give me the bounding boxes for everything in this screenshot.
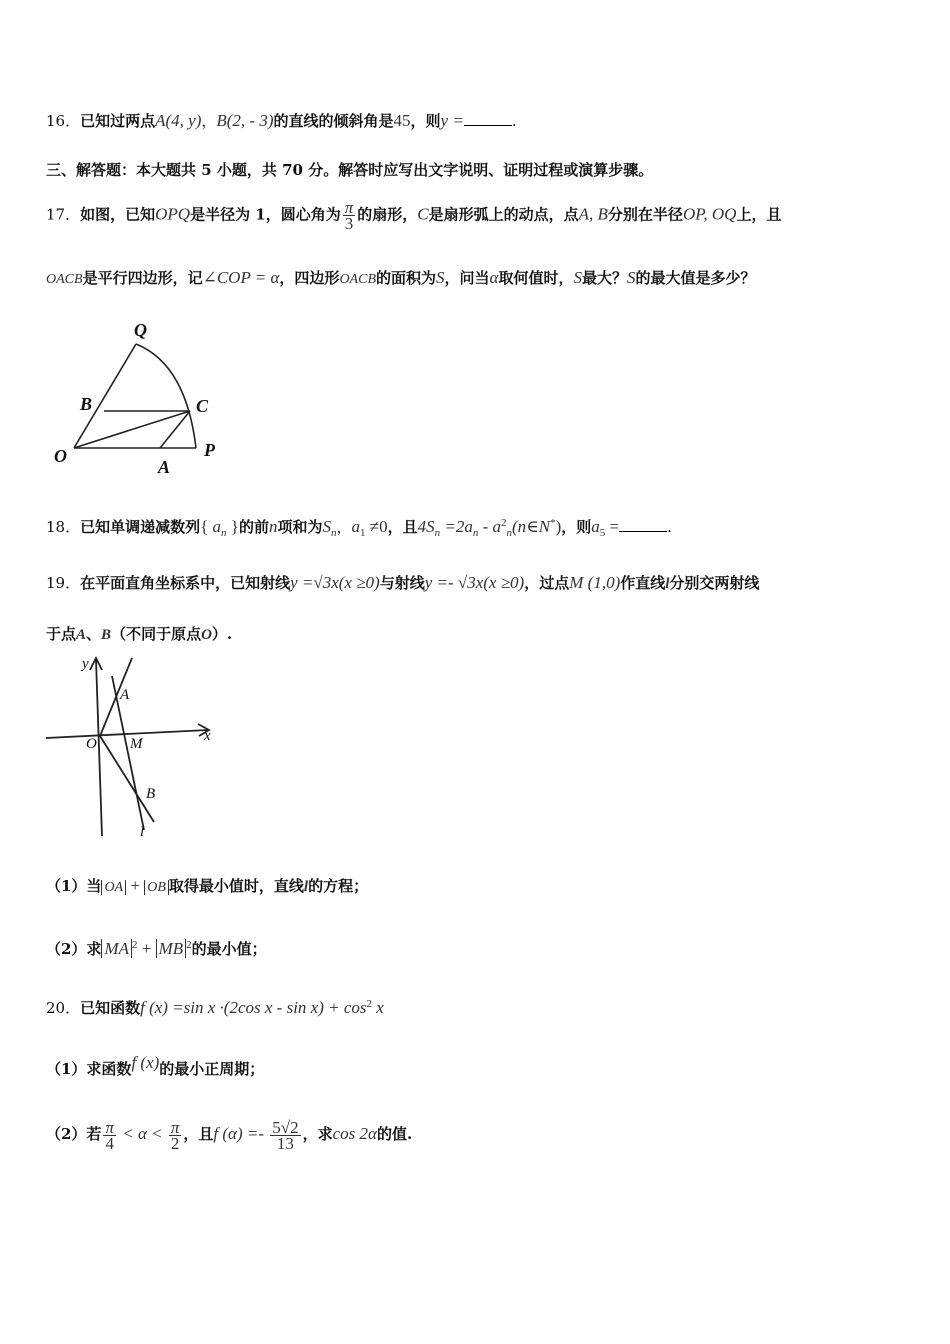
question-16: 16．已知过两点A(4, y)，B(2, - 3)的直线的倾斜角是45，则y = . (46, 111, 517, 130)
label-x: x (204, 728, 211, 744)
question-18: 18．已知单调递减数列{ $a_n$ }的前n项和为$S_n$，$a_1 \ne 0$，且$4S_n =2a_n$ - $a^2_n(n\in N^*)$，则$a_5$ = . (46, 517, 672, 539)
fraction-pi-over-3: $\frac{\pi}{3}$ (344, 198, 354, 233)
label-A: A (158, 457, 171, 477)
fraction-pi-over-2: $\frac{\pi}{2}$ (170, 1117, 180, 1153)
label-Q: Q (134, 320, 147, 340)
answer-blank (464, 111, 512, 126)
question-19-part-1: （1）当 OA + OB 取得最小值时，直线l的方程； (46, 876, 369, 895)
rays-figure (44, 652, 224, 840)
question-19-line-1: 19．在平面直角坐标系中，已知射线y =√3x(x ≥0)与射线y =- √3x(x ≥0)，过点M (1,0)作直线l分别交两射线 (46, 573, 760, 592)
label-y: y (82, 656, 89, 672)
label-O: O (54, 446, 67, 466)
segment-OC (74, 411, 190, 448)
sector-figure (48, 316, 228, 481)
label-B: B (80, 394, 93, 414)
y-axis (96, 660, 102, 836)
q16-number: 16． (46, 112, 81, 130)
label-B: B (146, 786, 156, 802)
question-19-line-2: 于点A、B（不同于原点O）. (46, 625, 233, 643)
fraction-5root2-over-13: $\frac{5√2}{13}$ (272, 1117, 299, 1153)
question-20: 20．已知函数f (x) =sin x ·(2cos $x - \sin x) + \cos^2 x$ (46, 998, 384, 1017)
x-axis (46, 730, 208, 738)
question-17-line-1: 17．如图，已知OPQ是半径为 1，圆心角为 $\frac{\pi}{3}$ 的扇形，C是扇形弧上的动点，点A, B分别在半径OP, OQ上，且 (46, 198, 782, 233)
question-17-line-2: OACB是平行四边形，记∠COP = α，四边形OACB的面积为S，问当α取何值时，S最大？S的最大值是多少？ (46, 268, 756, 287)
label-l: l (140, 824, 145, 840)
label-M: M (130, 736, 143, 752)
question-19-part-2: （2）求 MA $^2$ + MB $^2$的最小值； (46, 939, 267, 958)
label-P: P (204, 440, 215, 460)
section-3-heading: 三、解答题：本大题共 5 小题，共 70 分。解答时应写出文字说明、证明过程或演算步骤。 (46, 161, 654, 179)
label-A: A (120, 687, 130, 703)
label-C: C (196, 396, 209, 416)
question-20-part-2: （2）若 $\frac{\pi}{4}$ < α < $\frac{\pi}{2}$ ，且f (α) =- $\frac{5√2}{13}$ ，求cos 2α的值. (46, 1117, 413, 1153)
arc-PQ (136, 344, 196, 448)
question-20-part-1: （1）求函数f (x)的最小正周期； (46, 1053, 265, 1078)
answer-blank (619, 517, 667, 532)
fraction-pi-over-4: $\frac{\pi}{4}$ (105, 1117, 114, 1153)
label-O: O (86, 736, 97, 752)
